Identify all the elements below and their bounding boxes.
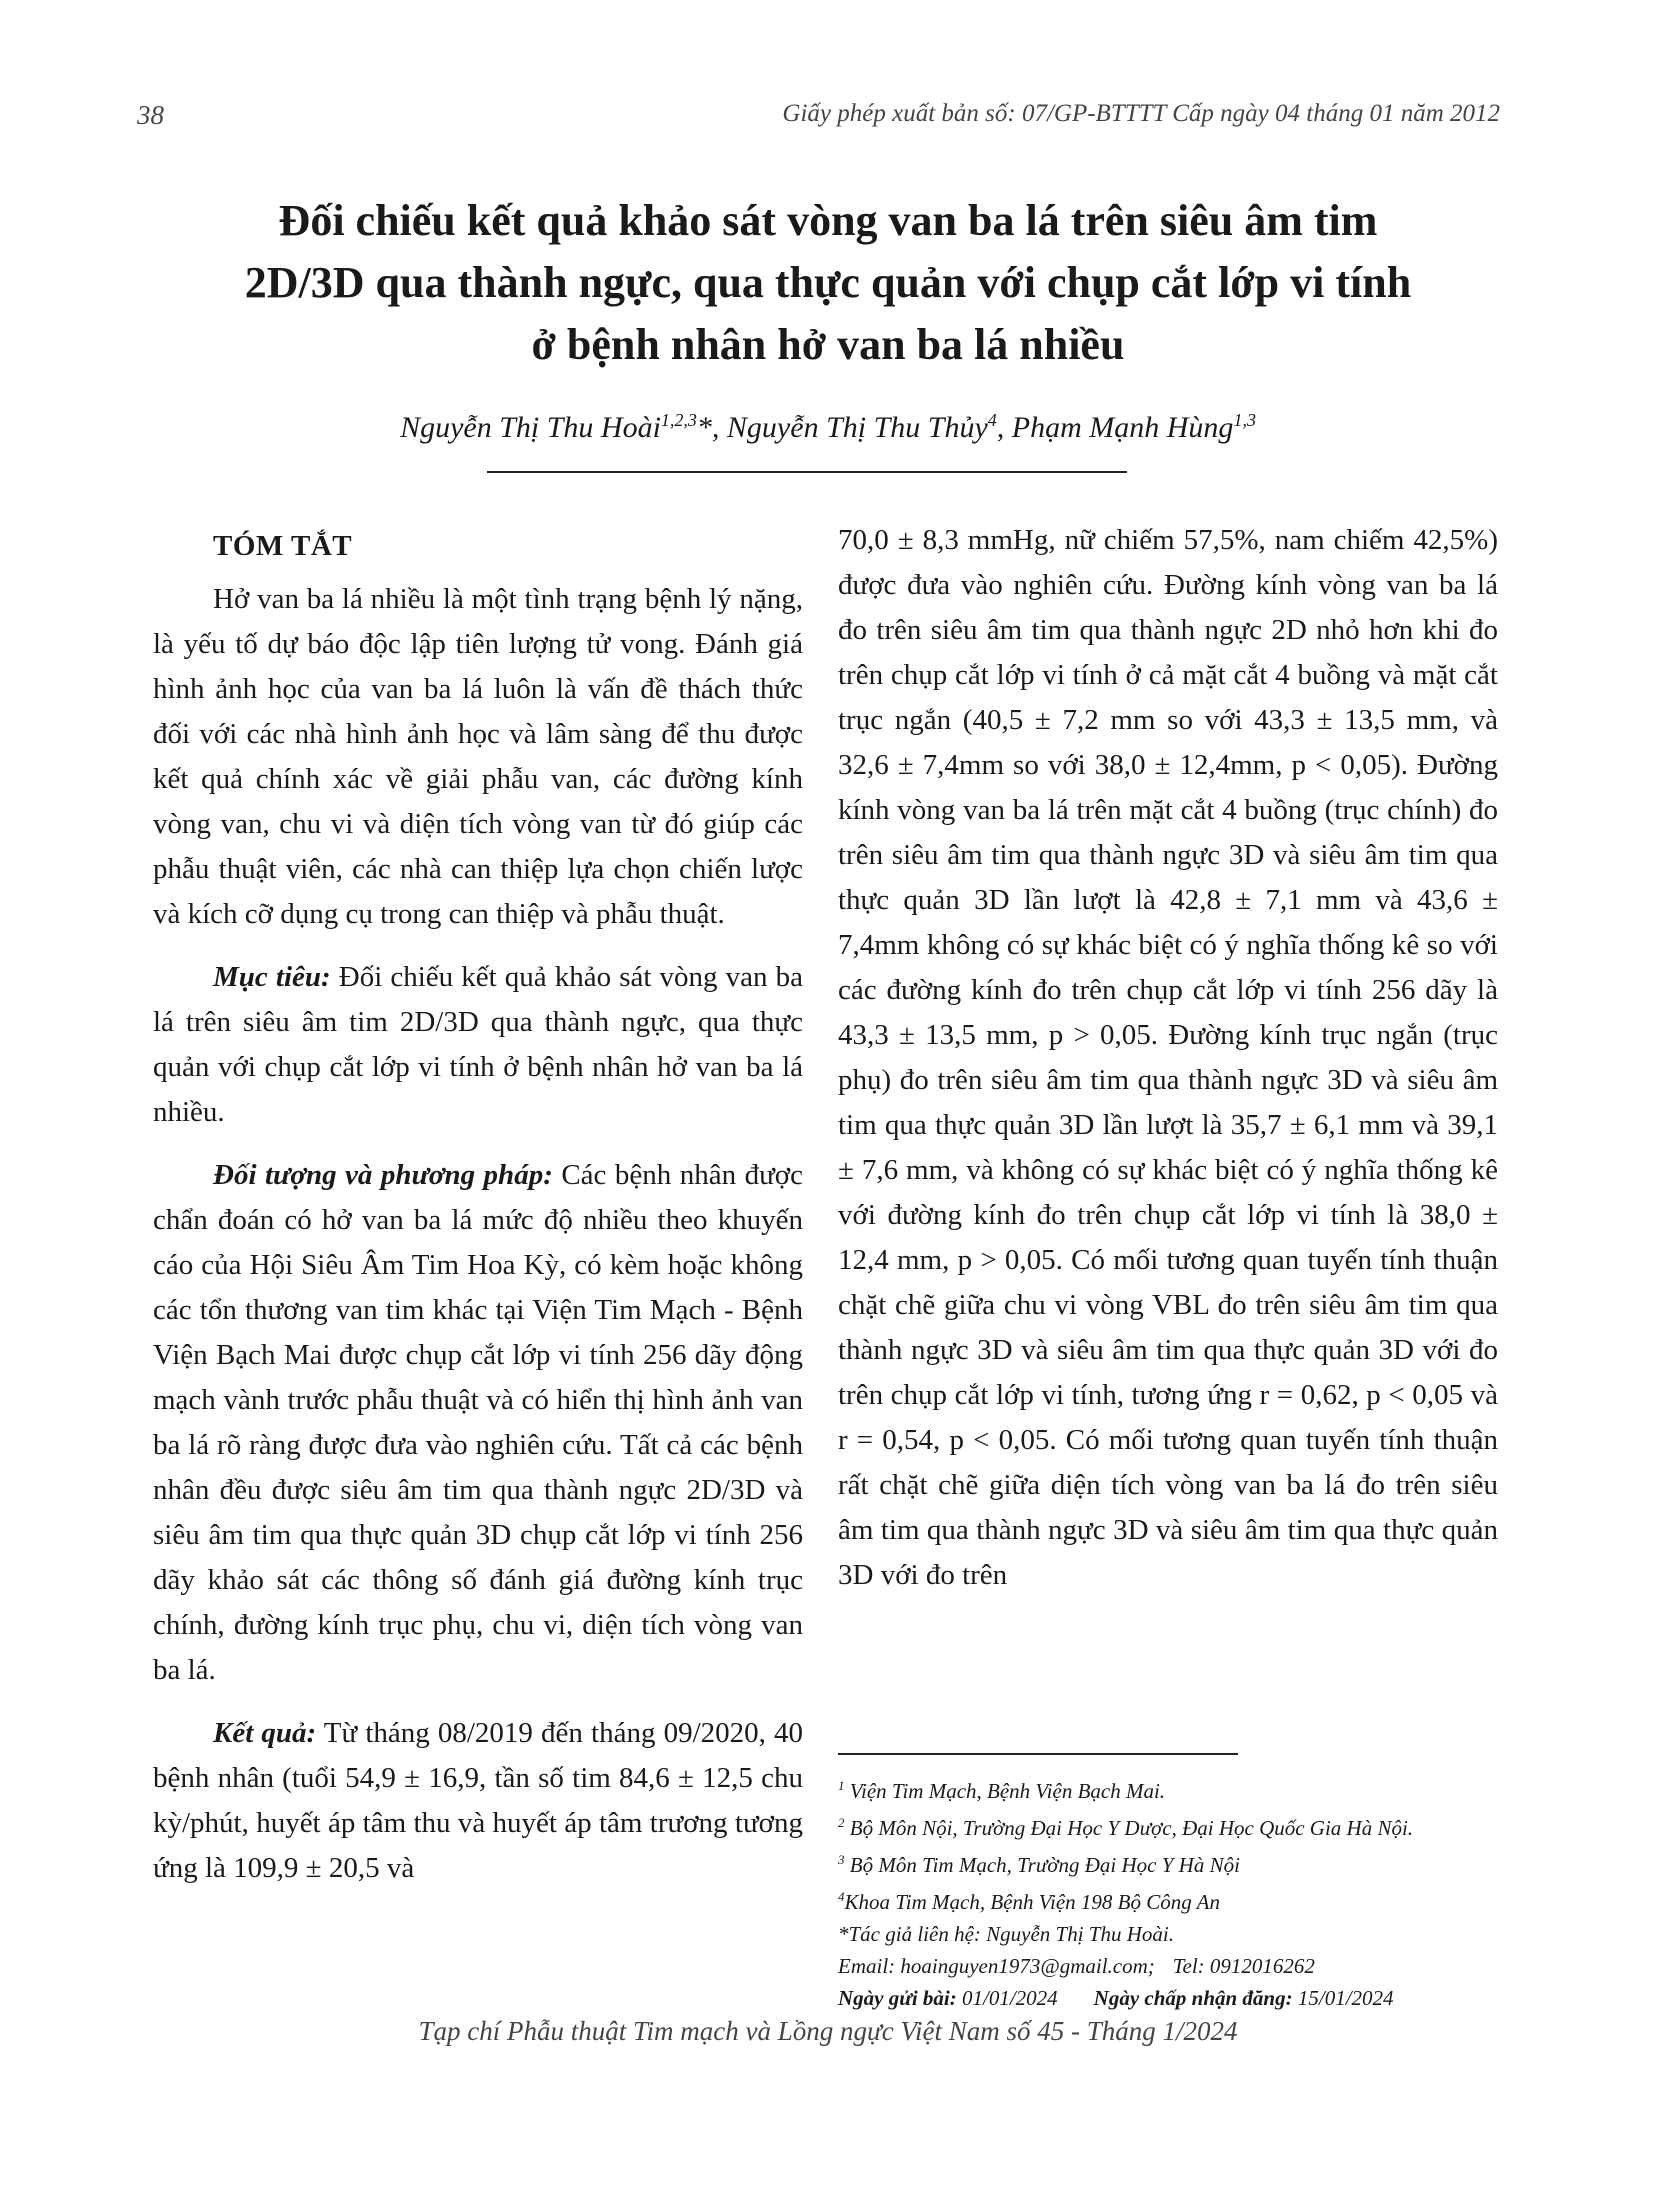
- results-label: Kết quả:: [213, 1717, 317, 1749]
- objective-label: Mục tiêu:: [213, 961, 331, 993]
- methods-text: Các bệnh nhân được chẩn đoán có hở van ba lá mức độ nhiều theo khuyến cáo của Hội Siêu Âm Tim Hoa Kỳ, có kèm hoặc không các tổn thương van tim khác tại Viện Tim Mạch - Bệnh Viện Bạch Mai được chụp cắt lớp vi tính 256 dãy động mạch vành trước phẫu thuật và có hiển thị hình ảnh van ba lá rõ ràng được đưa vào nghiên cứu. Tất cả các bệnh nhân đều được siêu âm tim qua thành ngực 2D/3D và siêu âm tim qua thực quản 3D chụp cắt lớp vi tính 256 dãy khảo sát các thông số đánh giá đường kính trục chính, đường kính trục phụ, chu vi, diện tích vòng van ba lá.: [153, 1159, 803, 1686]
- author-divider: [487, 471, 1127, 473]
- affiliation-note: [838, 1881, 1498, 1918]
- affiliation-mark: 1: [838, 1778, 845, 1793]
- affiliation-note: [838, 1844, 1498, 1881]
- received-date: 01/01/2024: [956, 1986, 1058, 2010]
- abstract-heading: TÓM TẮT: [213, 530, 353, 562]
- corresponding-author: *Tác giả liên hệ: Nguyễn Thị Thu Hoài.: [838, 1922, 1174, 1946]
- objective-paragraph: [153, 955, 803, 1135]
- results-paragraph: [153, 1711, 803, 1891]
- accepted-date: 15/01/2024: [1292, 1986, 1394, 2010]
- license-line: Giấy phép xuất bản số: 07/GP-BTTTT Cấp ngày 04 tháng 01 năm 2012: [782, 100, 1500, 127]
- dates-line: [838, 1982, 1498, 2014]
- author-separator: *,: [696, 411, 727, 444]
- abstract-intro: Hở van ba lá nhiều là một tình trạng bệnh lý nặng, là yếu tố dự báo độc lập tiên lượng tử vong. Đánh giá hình ảnh học của van ba lá luôn là vấn đề thách thức đối với các nhà hình ảnh học và lâm sàng để thu được kết quả chính xác về giải phẫu van, các đường kính vòng van, chu vi và diện tích vòng van từ đó giúp các phẫu thuật viên, các nhà can thiệp lựa chọn chiến lược và kích cỡ dụng cụ trong can thiệp và phẫu thuật.: [153, 583, 803, 930]
- page-number: 38: [137, 100, 164, 130]
- author-name: Nguyễn Thị Thu Hoài: [400, 411, 661, 444]
- phone-number: Tel: 0912016262: [1172, 1954, 1315, 1978]
- title-line: 2D/3D qua thành ngực, qua thực quản với chụp cắt lớp vi tính: [244, 258, 1412, 307]
- author-separator: ,: [996, 411, 1012, 444]
- journal-footer: Tạp chí Phẫu thuật Tim mạch và Lồng ngực Việt Nam số 45 - Tháng 1/2024: [418, 2016, 1238, 2046]
- affiliation-mark: 4: [838, 1889, 845, 1904]
- author-affiliation-mark: 4: [987, 410, 997, 430]
- author-list: [0, 410, 1656, 445]
- accepted-label: Ngày chấp nhận đăng:: [1093, 1986, 1293, 2010]
- affiliation-text: Khoa Tim Mạch, Bệnh Viện 198 Bộ Công An: [844, 1890, 1220, 1914]
- methods-paragraph: [153, 1153, 803, 1693]
- affiliation-note: [838, 1807, 1498, 1844]
- affiliation-note: [838, 1770, 1498, 1807]
- author-affiliation-mark: 1,2,3: [660, 410, 697, 430]
- affiliation-text: Bộ Môn Nội, Trường Đại Học Y Dược, Đại Học Quốc Gia Hà Nội.: [844, 1816, 1414, 1840]
- footnote-divider: [838, 1753, 1238, 1755]
- right-column: [838, 518, 1498, 1598]
- running-header: [0, 100, 1656, 140]
- objective-text: Đối chiếu kết quả khảo sát vòng van ba lá trên siêu âm tim 2D/3D qua thành ngực, qua thực quản với chụp cắt lớp vi tính ở bệnh nhân hở van ba lá nhiều.: [153, 961, 804, 1128]
- title-line: Đối chiếu kết quả khảo sát vòng van ba lá trên siêu âm tim: [278, 196, 1378, 245]
- methods-label: Đối tượng và phương pháp:: [213, 1159, 553, 1191]
- title-line: ở bệnh nhân hở van ba lá nhiều: [531, 320, 1125, 369]
- author-name: Nguyễn Thị Thu Thủy: [726, 411, 988, 444]
- article-title: [120, 190, 1536, 376]
- results-continuation: 70,0 ± 8,3 mmHg, nữ chiếm 57,5%, nam chiếm 42,5%) được đưa vào nghiên cứu. Đường kính vòng van ba lá đo trên siêu âm tim qua thành ngực 2D nhỏ hơn khi đo trên chụp cắt lớp vi tính ở cả mặt cắt 4 buồng và mặt cắt trục ngắn (40,5 ± 7,2 mm so với 43,3 ± 13,5 mm, và 32,6 ± 7,4mm so với 38,0 ± 12,4mm, p < 0,05). Đường kính vòng van ba lá trên mặt cắt 4 buồng (trục chính) đo trên siêu âm tim qua thành ngực 3D và siêu âm tim qua thực quản 3D lần lượt là 42,8 ± 7,1 mm và 43,6 ± 7,4mm không có sự khác biệt có ý nghĩa thống kê so với các đường kính đo trên chụp cắt lớp vi tính 256 dãy là 43,3 ± 13,5 mm, p > 0,05. Đường kính trục ngắn (trục phụ) đo trên siêu âm tim qua thành ngực 3D và siêu âm tim qua thực quản 3D lần lượt là 35,7 ± 6,1 mm và 39,1 ± 7,6 mm, và không có sự khác biệt có ý nghĩa thống kê với đường kính đo trên chụp cắt lớp vi tính là 38,0 ± 12,4 mm, p > 0,05. Có mối tương quan tuyến tính thuận chặt chẽ giữa chu vi vòng VBL đo trên siêu âm tim qua thành ngực 3D và siêu âm tim qua thực quản 3D với đo trên chụp cắt lớp vi tính, tương ứng r = 0,62, p < 0,05 và r = 0,54, p < 0,05. Có mối tương quan tuyến tính thuận rất chặt chẽ giữa diện tích vòng van ba lá đo trên siêu âm tim qua thành ngực 3D và siêu âm tim qua thực quản 3D với đo trên: [838, 524, 1498, 1591]
- affiliation-mark: 3: [838, 1852, 845, 1867]
- received-label: Ngày gửi bài:: [838, 1986, 957, 2010]
- affiliation-text: Viện Tim Mạch, Bệnh Viện Bạch Mai.: [844, 1779, 1166, 1803]
- affiliation-mark: 2: [838, 1815, 845, 1830]
- footnotes: [838, 1770, 1498, 2014]
- contact-line: [838, 1950, 1498, 1982]
- results-text: Từ tháng 08/2019 đến tháng 09/2020, 40 bệnh nhân (tuổi 54,9 ± 16,9, tần số tim 84,6 ± 12,5 chu kỳ/phút, huyết áp tâm thu và huyết áp tâm trương tương ứng là 109,9 ± 20,5 và: [153, 1717, 803, 1884]
- email-link[interactable]: Email: hoainguyen1973@gmail.com;: [838, 1954, 1155, 1978]
- left-column: [153, 520, 803, 1891]
- affiliation-text: Bộ Môn Tim Mạch, Trường Đại Học Y Hà Nội: [844, 1853, 1240, 1877]
- author-affiliation-mark: 1,3: [1233, 410, 1256, 430]
- author-name: Phạm Mạnh Hùng: [1011, 411, 1234, 444]
